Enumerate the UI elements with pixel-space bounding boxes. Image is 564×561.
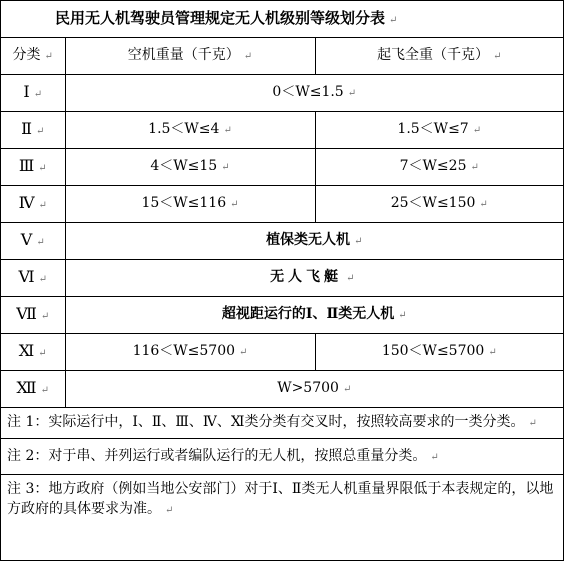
empty-weight-range: 1.5＜W≤4	[148, 121, 220, 137]
class-label: Ⅳ	[18, 193, 35, 212]
paragraph-mark-icon: ↵	[389, 14, 398, 26]
paragraph-mark-icon: ↵	[38, 274, 47, 285]
table-row	[1, 186, 563, 223]
takeoff-weight-range: 7＜W≤25	[399, 158, 467, 174]
table-title-cell	[1, 1, 563, 38]
table-row	[1, 260, 563, 297]
paragraph-mark-icon: ↵	[472, 125, 482, 136]
table-row	[1, 371, 563, 408]
paragraph-mark-icon: ↵	[223, 125, 232, 136]
note-text: 注 1：实际运行中，Ⅰ、Ⅱ、Ⅲ、Ⅳ、Ⅺ类分类有交叉时，按照较高要求的一类分类。	[7, 414, 525, 430]
class-cell	[1, 149, 65, 186]
takeoff-weight-cell	[315, 112, 563, 149]
class-cell	[1, 260, 65, 297]
paragraph-mark-icon: ↵	[239, 347, 248, 358]
paragraph-mark-icon: ↵	[38, 348, 47, 359]
table-row	[1, 223, 563, 260]
takeoff-weight-range: 1.5＜W≤7	[397, 121, 469, 137]
table-row	[1, 149, 563, 186]
table-title: 民用无人机驾驶员管理规定无人机级别等级划分表	[55, 8, 386, 27]
table-row	[1, 112, 563, 149]
paragraph-mark-icon: ↵	[230, 199, 239, 210]
paragraph-mark-icon: ↵	[398, 310, 407, 321]
category-description: 植保类无人机	[266, 232, 351, 248]
empty-weight-cell	[65, 149, 315, 186]
paragraph-mark-icon: ↵	[44, 51, 53, 62]
takeoff-weight-cell	[315, 186, 563, 223]
class-label: Ⅰ	[23, 82, 30, 101]
empty-weight-range: 116＜W≤5700	[132, 343, 236, 359]
paragraph-mark-icon: ↵	[347, 88, 357, 99]
weight-range: 0＜W≤1.5	[272, 84, 344, 100]
paragraph-mark-icon: ↵	[35, 126, 45, 137]
table-row	[1, 297, 563, 334]
merged-weight-cell	[65, 75, 563, 112]
paragraph-mark-icon: ↵	[40, 385, 49, 396]
paragraph-mark-icon: ↵	[346, 273, 359, 284]
paragraph-mark-icon: ↵	[470, 162, 479, 173]
header-takeoff-weight: 起飞全重（千克）	[377, 47, 490, 63]
class-cell	[1, 371, 65, 408]
header-category: 分类	[12, 47, 41, 63]
takeoff-weight-range: 150＜W≤5700	[381, 343, 485, 359]
paragraph-mark-icon: ↵	[36, 237, 45, 248]
paragraph-mark-icon: ↵	[488, 347, 497, 358]
merged-category-cell	[65, 223, 563, 260]
note-row	[1, 439, 563, 475]
empty-weight-cell	[65, 186, 315, 223]
note-cell	[1, 439, 563, 475]
category-description: 超视距运行的Ⅰ、Ⅱ类无人机	[221, 306, 395, 322]
paragraph-mark-icon: ↵	[430, 451, 439, 463]
paragraph-mark-icon: ↵	[354, 236, 363, 247]
note-row	[1, 475, 563, 526]
takeoff-weight-cell	[315, 149, 563, 186]
class-label: Ⅱ	[21, 119, 32, 138]
paragraph-mark-icon: ↵	[479, 199, 488, 210]
empty-weight-range: 15＜W≤116	[141, 195, 227, 211]
uav-classification-table	[1, 1, 563, 525]
class-label: Ⅺ	[18, 341, 35, 360]
takeoff-weight-range: 25＜W≤150	[390, 195, 476, 211]
merged-category-cell	[65, 297, 563, 334]
paragraph-mark-icon: ↵	[528, 418, 537, 429]
class-cell	[1, 223, 65, 260]
title-row	[1, 1, 563, 38]
paragraph-mark-icon: ↵	[33, 89, 43, 100]
weight-range: W>5700	[277, 380, 339, 396]
class-cell	[1, 334, 65, 371]
header-row	[1, 38, 563, 75]
class-cell	[1, 112, 65, 149]
note-text: 注 3：地方政府（例如当地公安部门）对于Ⅰ、Ⅱ类无人机重量界限低于本表规定的，以地方政府的具体要求为准。	[7, 481, 554, 517]
header-empty-weight-cell	[65, 38, 315, 75]
empty-weight-range: 4＜W≤15	[150, 158, 218, 174]
merged-weight-cell	[65, 371, 563, 408]
paragraph-mark-icon: ↵	[165, 505, 174, 516]
empty-weight-cell	[65, 334, 315, 371]
class-label: Ⅴ	[20, 230, 33, 249]
class-cell	[1, 297, 65, 334]
class-label: Ⅻ	[16, 378, 37, 397]
category-description: 无人飞艇	[270, 269, 343, 285]
table-row	[1, 75, 563, 112]
paragraph-mark-icon: ↵	[493, 51, 502, 62]
note-text: 注 2：对于串、并列运行或者编队运行的无人机，按照总重量分类。	[7, 447, 427, 464]
note-cell	[1, 475, 563, 526]
class-cell	[1, 186, 65, 223]
paragraph-mark-icon: ↵	[342, 384, 352, 395]
class-label: Ⅲ	[18, 156, 35, 175]
header-takeoff-weight-cell	[315, 38, 563, 75]
class-cell	[1, 75, 65, 112]
paragraph-mark-icon: ↵	[38, 163, 47, 174]
header-empty-weight: 空机重量（千克）	[127, 47, 240, 63]
paragraph-mark-icon: ↵	[40, 311, 50, 322]
empty-weight-cell	[65, 112, 315, 149]
paragraph-mark-icon: ↵	[38, 200, 47, 211]
class-label: Ⅵ	[18, 267, 35, 286]
takeoff-weight-cell	[315, 334, 563, 371]
paragraph-mark-icon: ↵	[243, 51, 253, 62]
note-row	[1, 408, 563, 439]
table-row	[1, 334, 563, 371]
note-cell	[1, 408, 563, 439]
paragraph-mark-icon: ↵	[221, 162, 230, 173]
class-label: Ⅶ	[16, 304, 37, 323]
header-category-cell	[1, 38, 65, 75]
merged-category-cell	[65, 260, 563, 297]
